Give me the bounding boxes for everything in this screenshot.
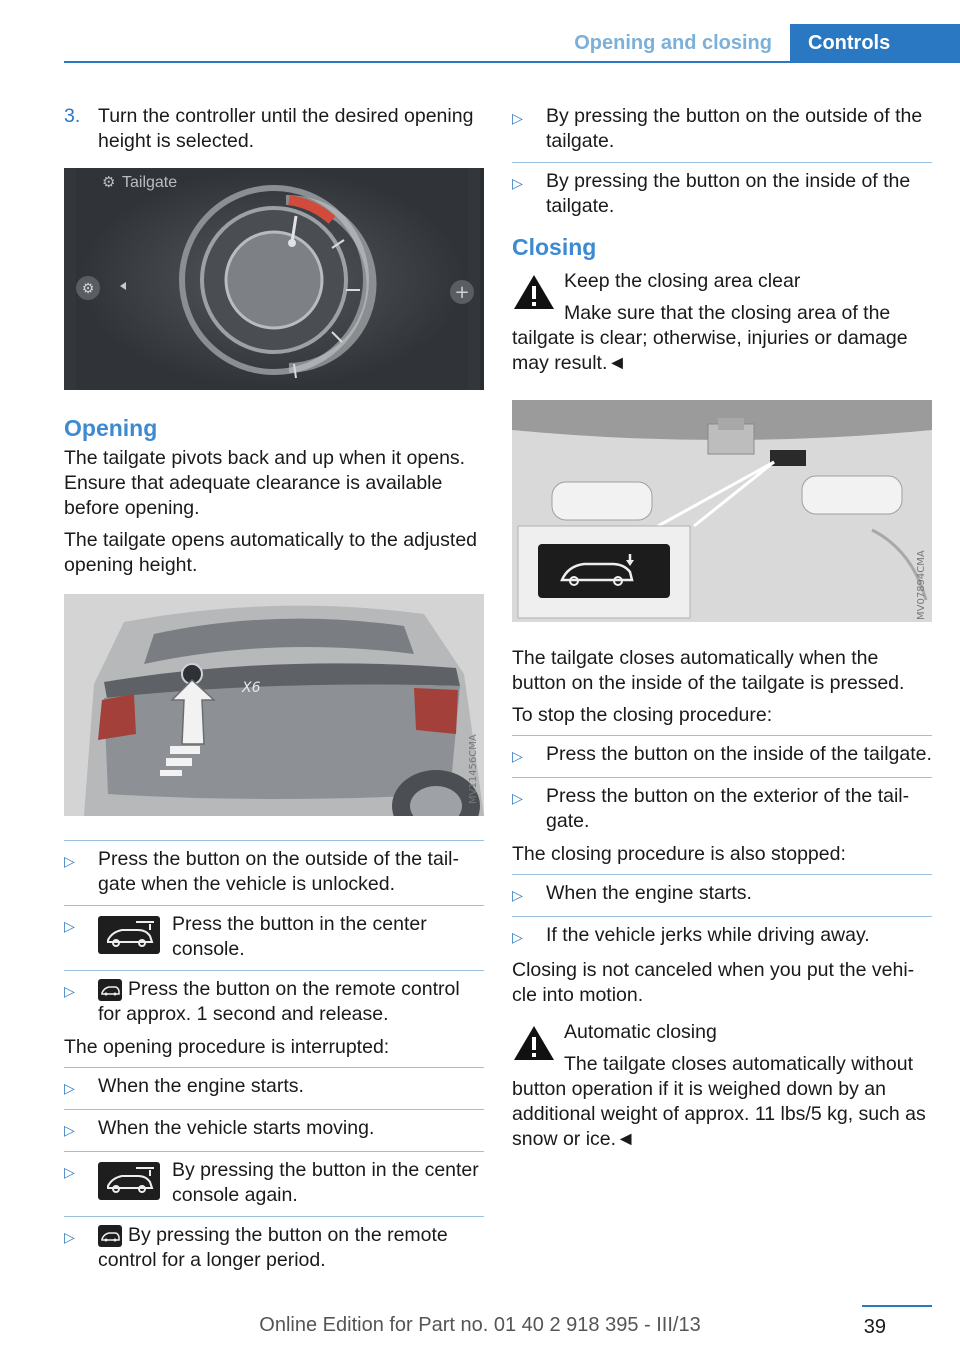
- list-item-text: Press the button on the exterior of the tailgate.: [546, 785, 910, 832]
- list-item-text: When the vehicle starts moving.: [98, 1117, 375, 1139]
- bullet-icon: ▷: [512, 887, 523, 903]
- list-item-text: Press the button in the center console.: [172, 913, 427, 960]
- bullet-icon: ▷: [64, 1229, 75, 1245]
- warning-closing-area: [512, 269, 932, 376]
- separator: [64, 840, 484, 841]
- list-item-text: By pressing the button on the outside of the tailgate.: [546, 105, 923, 152]
- list-item: [64, 1074, 484, 1101]
- separator: [512, 735, 932, 736]
- separator: [64, 1151, 484, 1152]
- header-section-title: Opening and closing: [574, 32, 772, 54]
- remote-tailgate-button-icon: [98, 1225, 122, 1247]
- bullet-icon: ▷: [512, 175, 523, 191]
- list-item-text: When the engine starts.: [98, 1075, 304, 1097]
- svg-text:X6: X6: [242, 680, 261, 696]
- list-item: [512, 784, 932, 834]
- list-item: [512, 169, 932, 219]
- bullet-icon: ▷: [512, 110, 523, 126]
- separator: [64, 1109, 484, 1110]
- remote-tailgate-button-icon: [98, 979, 122, 1001]
- list-item-text: By pressing the button in the center console again.: [172, 1159, 479, 1206]
- list-item: [64, 847, 484, 897]
- separator: [512, 916, 932, 917]
- closes-paragraph: The tailgate closes automatically when the button on the inside of the tailgate is pressed.: [512, 647, 905, 694]
- opening-paragraph-1: The tailgate pivots back and up when it opens. Ensure that adequate clearance is available before opening.: [64, 447, 466, 519]
- list-item-text: By pressing the button on the remote control for a longer period.: [98, 1224, 448, 1271]
- figure-controller-display: [64, 168, 484, 390]
- list-item: [64, 977, 484, 1027]
- stopped-intro: The closing procedure is also stopped:: [512, 843, 846, 865]
- separator: [64, 905, 484, 906]
- step-number: 3.: [64, 105, 81, 127]
- step-3: [64, 104, 484, 154]
- stop-intro: To stop the closing procedure:: [512, 704, 773, 726]
- tailgate-interior-illustration: [512, 400, 932, 622]
- bullet-icon: ▷: [512, 929, 523, 945]
- list-item: [512, 742, 932, 769]
- warning-text: The tailgate closes automatically without: [564, 1053, 914, 1075]
- list-item: [512, 104, 932, 154]
- footer-rule: [862, 1305, 932, 1307]
- step-text: Turn the controller until the desired opening height is selected.: [98, 105, 474, 152]
- list-item-text: Press the button on the remote control for approx. 1 second and release.: [98, 978, 460, 1025]
- figure-code: MV07894CMA: [916, 550, 927, 620]
- page-number: 39: [863, 1316, 886, 1338]
- list-item-text: Press the button on the outside of the tailgate when the vehicle is unlocked.: [98, 848, 459, 895]
- warning-icon: [512, 273, 556, 311]
- separator: [512, 777, 932, 778]
- edition-note: Online Edition for Part no. 01 40 2 918 395 - III/13: [259, 1314, 701, 1336]
- tailgate-button-icon: [98, 1162, 160, 1200]
- list-item: [64, 1158, 484, 1208]
- bullet-icon: ▷: [64, 1122, 75, 1138]
- page-footer: [0, 1302, 960, 1362]
- bullet-icon: ▷: [64, 1164, 75, 1180]
- separator: [64, 1216, 484, 1217]
- figure-code: MV11456CMA: [468, 734, 479, 804]
- list-item: [64, 1223, 484, 1273]
- separator: [64, 1067, 484, 1068]
- list-item: [512, 881, 932, 908]
- list-item-text: By pressing the button on the inside of the tailgate.: [546, 170, 911, 217]
- bullet-icon: ▷: [64, 853, 75, 869]
- warning-text-continued: button operation if it is weighed down by an additional weight of approx. 11 lbs/5 kg, such as snow or ice.◄: [512, 1078, 926, 1150]
- warning-text: Make sure that the closing area of the: [564, 302, 891, 324]
- tailgate-exterior-illustration: [64, 594, 484, 816]
- right-column: [512, 104, 932, 1152]
- warning-title: Keep the closing area clear: [564, 270, 801, 292]
- not-canceled-paragraph: Closing is not canceled when you put the vehicle into motion.: [512, 959, 915, 1006]
- separator: [64, 970, 484, 971]
- list-item: [64, 912, 484, 962]
- figure-tailgate-button: [64, 594, 484, 816]
- display-title: Tailgate: [122, 174, 178, 191]
- warning-text-continued: tailgate is clear; otherwise, injuries or damage may result.◄: [512, 327, 908, 374]
- heading-opening: Opening: [64, 415, 158, 441]
- warning-title: Automatic closing: [564, 1021, 717, 1043]
- warning-icon: [512, 1024, 556, 1062]
- header-chapter-tab: Controls: [790, 24, 960, 62]
- controller-display-illustration: [64, 168, 480, 390]
- header-rule: [64, 61, 960, 63]
- svg-text:⚙: ⚙: [81, 281, 95, 297]
- separator: [512, 874, 932, 875]
- svg-text:⚙: ⚙: [102, 173, 116, 191]
- bullet-icon: ▷: [64, 1080, 75, 1096]
- heading-closing: Closing: [512, 234, 597, 260]
- page-header: [574, 24, 960, 62]
- opening-paragraph-2: The tailgate opens automatically to the adjusted opening height.: [64, 529, 478, 576]
- tailgate-button-icon: [98, 916, 160, 954]
- bullet-icon: ▷: [64, 983, 75, 999]
- separator: [512, 162, 932, 163]
- bullet-icon: ▷: [512, 790, 523, 806]
- list-item-text: When the engine starts.: [546, 882, 752, 904]
- figure-inside-button: [512, 400, 932, 622]
- list-item: [64, 1116, 484, 1143]
- warning-automatic-closing: [512, 1020, 932, 1152]
- svg-text:+: +: [454, 282, 470, 303]
- list-item-text: Press the button on the inside of the tailgate.: [546, 743, 932, 765]
- interrupted-intro: The opening procedure is interrupted:: [64, 1036, 390, 1058]
- bullet-icon: ▷: [64, 918, 75, 934]
- list-item-text: If the vehicle jerks while driving away.: [546, 924, 870, 946]
- left-column: [64, 104, 484, 1281]
- bullet-icon: ▷: [512, 748, 523, 764]
- list-item: [512, 923, 932, 950]
